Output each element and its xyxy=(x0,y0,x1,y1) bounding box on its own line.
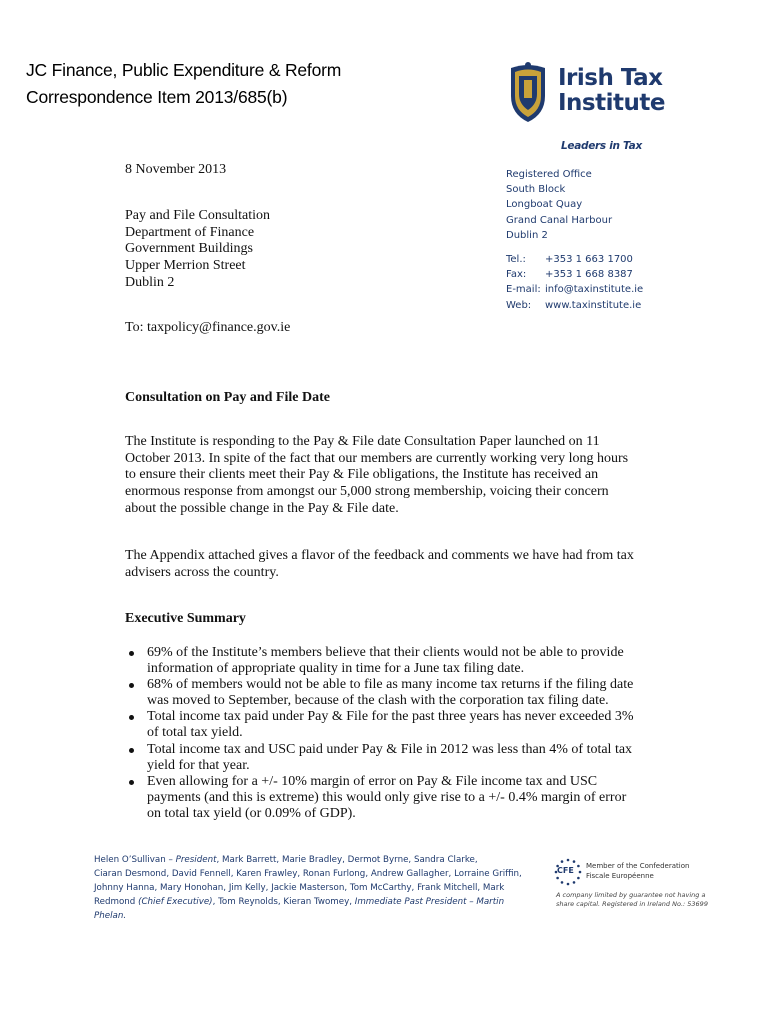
footer-role: (Chief Executive) xyxy=(138,897,213,907)
bullet-line: 68% of members would not be able to file as many income tax returns if the filing date xyxy=(147,677,634,693)
bullet-line: Total income tax and USC paid under Pay & File in 2012 was less than 4% of total tax xyxy=(147,741,633,757)
bullet-line: of total tax yield. xyxy=(147,725,243,741)
list-item xyxy=(126,645,634,677)
bullet-line: was moved to September, because of the clash with the corporation tax filing date. xyxy=(147,693,609,709)
list-item xyxy=(126,677,634,709)
footer-text: Redmond xyxy=(94,897,139,907)
recipient-email: To: taxpolicy@finance.gov.ie xyxy=(125,320,291,335)
office-line: Longboat Quay xyxy=(506,199,583,211)
paragraph-line: enormous response from amongst our 5,000 strong membership, voicing their concern xyxy=(125,484,609,500)
contact-label: E-mail: xyxy=(506,284,541,296)
bullet-line: on total tax yield (or 0.09% of GDP). xyxy=(147,805,356,821)
footer-text: Helen O’Sullivan – xyxy=(94,855,176,865)
letter-date: 8 November 2013 xyxy=(125,162,227,177)
email-link[interactable]: info@taxinstitute.ie xyxy=(545,284,644,296)
institute-crest-icon xyxy=(505,60,551,126)
list-item xyxy=(126,709,634,741)
phone-value: +353 1 663 1700 xyxy=(545,254,633,265)
office-line: Grand Canal Harbour xyxy=(506,214,613,226)
bullet-line: payments (and this is extreme) this would only give rise to a +/- 0.4% margin of error xyxy=(147,789,627,805)
appendix-paragraph xyxy=(125,548,634,581)
logo-tagline: Leaders in Tax xyxy=(561,140,642,152)
cfe-line: Member of the Confederation xyxy=(586,862,690,870)
company-registration-note xyxy=(556,891,708,909)
address-line: Government Buildings xyxy=(125,241,253,257)
contact-details xyxy=(506,252,643,313)
address-line: Upper Merrion Street xyxy=(125,258,246,274)
bullet-line: information of appropriate quality in time for a June tax filing date. xyxy=(147,661,525,677)
office-line: South Block xyxy=(506,184,566,196)
footer-role: Phelan. xyxy=(94,911,127,921)
paragraph-line: about the possible change in the Pay & File date. xyxy=(125,500,399,516)
council-members-list xyxy=(94,853,522,923)
paragraph-line: advisers across the country. xyxy=(125,564,279,580)
header-correspondence-item: Correspondence Item 2013/685(b) xyxy=(26,87,288,107)
footer-text: Ciaran Desmond, David Fennell, Karen Frawley, Ronan Furlong, Andrew Gallagher, Lorraine Griffin, xyxy=(94,869,522,879)
list-item xyxy=(126,774,634,822)
intro-paragraph xyxy=(125,434,628,518)
paragraph-line: The Institute is responding to the Pay & File date Consultation Paper launched on 11 xyxy=(125,434,600,449)
company-line: A company limited by guarantee not having a xyxy=(556,891,706,899)
bullet-line: 69% of the Institute’s members believe that their clients would not be able to provide xyxy=(147,645,624,660)
company-line: share capital. Registered in Ireland No.: 53699 xyxy=(556,900,708,908)
cfe-badge-text: CFE xyxy=(557,866,574,875)
address-line: Dublin 2 xyxy=(125,274,175,290)
bullet-line: yield for that year. xyxy=(147,757,250,773)
logo-name-line1: Irish Tax xyxy=(558,65,663,91)
cfe-membership xyxy=(586,862,689,881)
list-item xyxy=(126,742,634,774)
footer-text: , Tom Reynolds, Kieran Twomey, xyxy=(212,897,355,907)
web-link[interactable]: www.taxinstitute.ie xyxy=(545,299,642,311)
address-line: Pay and File Consultation xyxy=(125,208,271,223)
cfe-line: Fiscale Européenne xyxy=(586,871,654,880)
footer-text: Johnny Hanna, Mary Honohan, Jim Kelly, Jackie Masterson, Tom McCarthy, Frank Mitchell, Mark xyxy=(94,883,505,893)
executive-summary-list xyxy=(126,645,634,822)
bullet-line: Total income tax paid under Pay & File for the past three years has never exceeded 3% xyxy=(147,709,634,725)
footer-text: , Mark Barrett, Marie Bradley, Dermot Byrne, Sandra Clarke, xyxy=(216,855,478,865)
logo-name-line2: Institute xyxy=(558,90,665,116)
executive-summary-heading: Executive Summary xyxy=(125,611,246,626)
header-committee: JC Finance, Public Expenditure & Reform xyxy=(26,60,342,80)
office-line: Dublin 2 xyxy=(506,229,548,241)
registered-office-address xyxy=(506,167,612,243)
paragraph-line: to ensure their clients meet their Pay & File obligations, the Institute has received an xyxy=(125,467,599,483)
contact-label: Fax: xyxy=(506,269,527,281)
contact-label: Tel.: xyxy=(506,254,526,265)
letter-subject: Consultation on Pay and File Date xyxy=(125,390,330,405)
office-line: Registered Office xyxy=(506,169,592,180)
footer-role: Immediate Past President – Martin xyxy=(354,897,505,907)
contact-label: Web: xyxy=(506,299,532,311)
paragraph-line: The Appendix attached gives a flavor of the feedback and comments we have had from tax xyxy=(125,548,634,563)
fax-value: +353 1 668 8387 xyxy=(545,269,633,281)
paragraph-line: October 2013. In spite of the fact that our members are currently working very long hours xyxy=(125,450,629,466)
footer-role: President xyxy=(175,855,217,865)
address-line: Department of Finance xyxy=(125,224,255,240)
bullet-line: Even allowing for a +/- 10% margin of error on Pay & File income tax and USC xyxy=(147,773,598,789)
recipient-address xyxy=(125,208,270,292)
